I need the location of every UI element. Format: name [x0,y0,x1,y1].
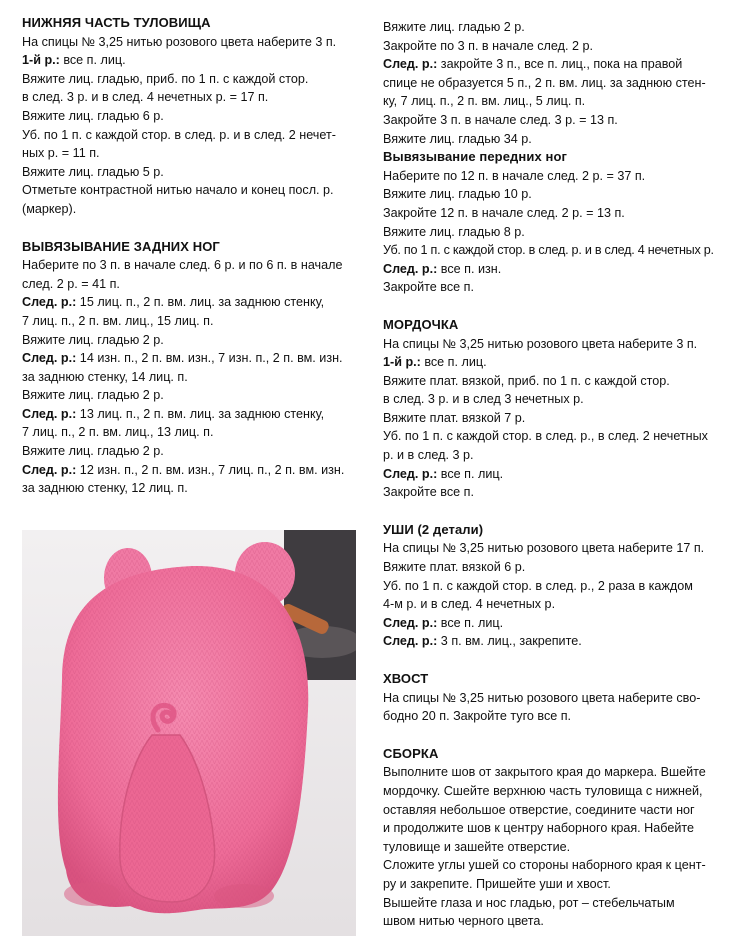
text-line: 7 лиц. п., 2 п. вм. лиц., 15 лиц. п. [22,313,214,328]
text-line: Закройте 3 п. в начале след. 3 р. = 13 п. [383,112,618,127]
text-line: в след. 3 р. и в след 3 нечетных р. [383,392,584,407]
section-title-ears: УШИ (2 детали) [383,521,484,537]
text-line: Закройте все п. [383,280,474,295]
text-line: р. и в след. 3 р. [383,448,474,463]
text-line: Вяжите плат. вязкой 7 р. [383,410,526,425]
text-line: 1-й р.: все п. лиц. [383,355,487,370]
text-line: ных р. = 11 п. [22,146,100,161]
text-line: Вяжите лиц. гладью 8 р. [383,224,525,239]
text-line: за заднюю стенку, 12 лиц. п. [22,481,188,496]
text-line: На спицы № 3,25 нитью розового цвета наберите 17 п. [383,541,705,556]
text-line: в след. 3 р. и в след. 4 нечетных р. = 17 п. [22,90,269,105]
text-line: 4-м р. и в след. 4 нечетных р. [383,597,556,612]
text-line: След. р.: закройте 3 п., все п. лиц., пока на правой [383,57,683,72]
text-line: Отметьте контрастной нитью начало и конец посл. р. [22,183,334,198]
text-line: След. р.: все п. изн. [383,261,502,276]
section-title-assembly: СБОРКА [383,745,439,761]
text-line: Уб. по 1 п. с каждой стор. в след. р., в след. 2 нечетных [383,429,708,444]
text-line: за заднюю стенку, 14 лиц. п. [22,369,188,384]
text-line: На спицы № 3,25 нитью розового цвета наберите 3 п. [383,336,698,351]
left-column [22,14,358,498]
text-line: Наберите по 12 п. в начале след. 2 р. = 37 п. [383,168,646,183]
text-line: След. р.: 13 лиц. п., 2 п. вм. лиц. за заднюю стенку, [22,406,325,421]
text-line: Закройте 12 п. в начале след. 2 р. = 13 п. [383,205,625,220]
text-line: След. р.: 15 лиц. п., 2 п. вм. лиц. за заднюю стенку, [22,295,325,310]
text-line: 1-й р.: все п. лиц. [22,53,126,68]
text-line: Вяжите лиц. гладью 6 р. [22,108,164,123]
text-line: Уб. по 1 п. с каждой стор. в след. р. и в след. 2 нечет- [22,127,336,142]
text-line: Вяжите плат. вязкой 6 р. [383,560,526,575]
text-line: ру и закрепите. Пришейте уши и хвост. [383,876,611,891]
text-line: 7 лиц. п., 2 п. вм. лиц., 13 лиц. п. [22,425,214,440]
knitted-pig-photo [22,530,356,936]
text-line: Наберите по 3 п. в начале след. 6 р. и по 6 п. в начале [22,258,343,273]
section-title-lower-body: НИЖНЯЯ ЧАСТЬ ТУЛОВИЩА [22,15,211,30]
text-line: На спицы № 3,25 нитью розового цвета наберите 3 п. [22,34,337,49]
text-line: Вяжите лиц. гладью 2 р. [383,20,525,34]
section-title-hind-legs: ВЫВЯЗЫВАНИЕ ЗАДНИХ НОГ [22,238,220,254]
text-line: Вяжите лиц. гладью 10 р. [383,187,532,202]
text-line: бодно 20 п. Закройте туго все п. [383,709,572,724]
text-line: оставляя небольшое отверстие, соедините части ног [383,802,695,817]
pig-illustration [22,530,356,936]
text-line: Уб. по 1 п. с каждой стор. в след. р. и в след. 4 нечетных р. [383,243,714,258]
text-line: Закройте все п. [383,485,474,500]
text-line: След. р.: все п. лиц. [383,466,504,481]
text-line: след. 2 р. = 41 п. [22,276,120,291]
text-line: Вышейте глаза и нос гладью, рот – стебельчатым [383,895,675,910]
text-line: Вяжите лиц. гладью, приб. по 1 п. с каждой стор. [22,71,309,86]
text-line: След. р.: 12 изн. п., 2 п. вм. изн., 7 лиц. п., 2 п. вм. изн. [22,462,345,477]
section-title-tail: ХВОСТ [383,671,429,686]
text-line: Вяжите лиц. гладью 2 р. [22,388,164,403]
text-line: Вяжите лиц. гладью 5 р. [22,164,164,179]
text-line: На спицы № 3,25 нитью розового цвета наберите сво- [383,690,701,705]
right-column [383,18,719,931]
text-line: След. р.: все п. лиц. [383,615,504,630]
text-line: швом нитью черного цвета. [383,914,544,929]
text-line: туловище и зашейте отверстие. [383,839,571,854]
text-line: спице не образуется 5 п., 2 п. вм. лиц. за заднюю стен- [383,75,706,90]
text-line: Уб. по 1 п. с каждой стор. в след. р., 2 раза в каждом [383,578,693,593]
text-line: Сложите углы ушей со стороны наборного края к цент- [383,858,706,873]
text-line: и продолжите шов к центру наборного края. Набейте [383,821,694,836]
text-line: Выполните шов от закрытого края до маркера. Вшейте [383,765,706,780]
text-line: Вяжите плат. вязкой, приб. по 1 п. с каждой стор. [383,373,670,388]
text-line: Закройте по 3 п. в начале след. 2 р. [383,38,593,53]
section-title-snout: МОРДОЧКА [383,316,459,332]
text-line: Вяжите лиц. гладью 2 р. [22,444,164,459]
section-title-front-legs: Вывязывание передних ног [383,149,567,165]
text-line: ку, 7 лиц. п., 2 п. вм. лиц., 5 лиц. п. [383,94,586,109]
text-line: Вяжите лиц. гладью 34 р. [383,131,532,146]
text-line: Вяжите лиц. гладью 2 р. [22,332,164,347]
text-line: мордочку. Сшейте верхнюю часть туловища с нижней, [383,783,703,798]
text-line: (маркер). [22,201,77,216]
text-line: След. р.: 3 п. вм. лиц., закрепите. [383,634,582,649]
text-line: След. р.: 14 изн. п., 2 п. вм. изн., 7 изн. п., 2 п. вм. изн. [22,351,343,366]
